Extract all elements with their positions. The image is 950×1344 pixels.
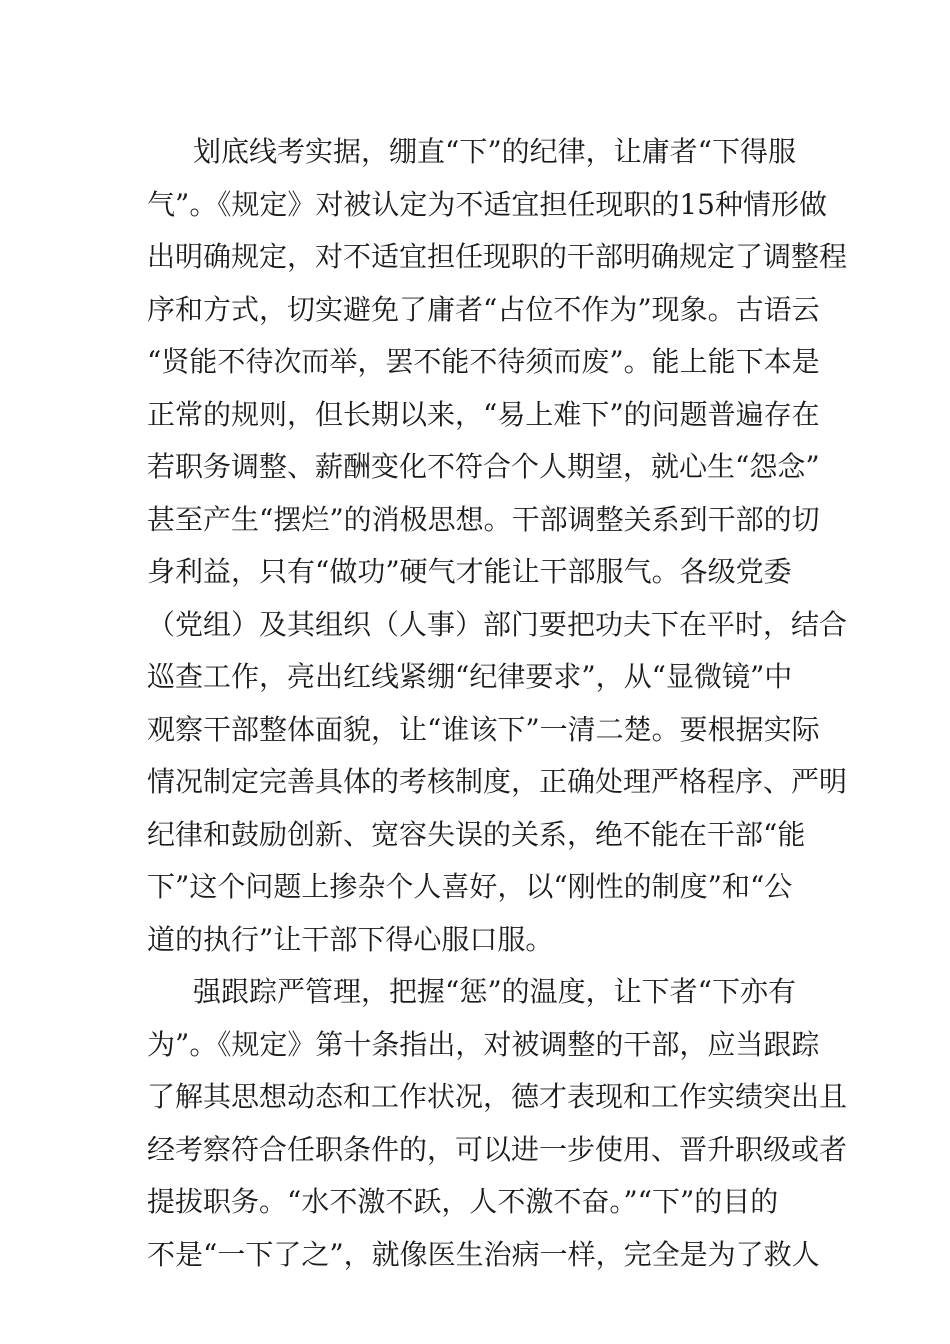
text-line: 划底线考实据，绷直“下”的纪律，让庸者“下得服 xyxy=(193,135,796,168)
body-text xyxy=(147,126,848,1281)
text-line: “贤能不待次而举，罢不能不待须而废”。能上能下本是 xyxy=(147,345,820,378)
text-line: 情况制定完善具体的考核制度，正确处理严格程序、严明 xyxy=(147,765,848,798)
text-line: 纪律和鼓励创新、宽容失误的关系，绝不能在干部“能 xyxy=(147,817,806,851)
text-line: 序和方式，切实避免了庸者“占位不作为”现象。古语云 xyxy=(147,292,820,326)
text-line: 观察干部整体面貌，让“谁该下”一清二楚。要根据实际 xyxy=(147,712,820,746)
text-line: 下”这个问题上掺杂个人喜好，以“刚性的制度”和“公 xyxy=(147,870,793,903)
text-line: 出明确规定，对不适宜担任现职的干部明确规定了调整程 xyxy=(147,240,848,273)
text-line: 气”。《规定》对被认定为不适宜担任现职的15种情形做 xyxy=(147,187,827,221)
text-line: 正常的规则，但长期以来，“易上难下”的问题普遍存在 xyxy=(147,397,820,431)
text-line: 道的执行”让干部下得心服口服。 xyxy=(147,922,554,956)
text-line: 身利益，只有“做功”硬气才能让干部服气。各级党委 xyxy=(147,555,792,588)
text-line: 为”。《规定》第十条指出，对被调整的干部，应当跟踪 xyxy=(147,1027,820,1061)
text-line: 甚至产生“摆烂”的消极思想。干部调整关系到干部的切 xyxy=(147,502,820,536)
text-line: 强跟踪严管理，把握“惩”的温度，让下者“下亦有 xyxy=(193,975,796,1008)
text-line: 巡查工作，亮出红线紧绷“纪律要求”，从“显微镜”中 xyxy=(147,660,793,693)
text-line: 若职务调整、薪酬变化不符合个人期望，就心生“怨念” xyxy=(147,450,820,483)
text-line: 不是“一下了之”，就像医生治病一样，完全是为了救人 xyxy=(147,1237,820,1271)
text-line: （党组）及其组织（人事）部门要把功夫下在平时，结合 xyxy=(147,607,848,641)
text-line: 了解其思想动态和工作状况，德才表现和工作实绩突出且 xyxy=(147,1080,848,1113)
text-line: 经考察符合任职条件的，可以进一步使用、晋升职级或者 xyxy=(147,1132,848,1166)
text-line: 提拔职务。“水不激不跃，人不激不奋。”“下”的目的 xyxy=(147,1185,779,1218)
